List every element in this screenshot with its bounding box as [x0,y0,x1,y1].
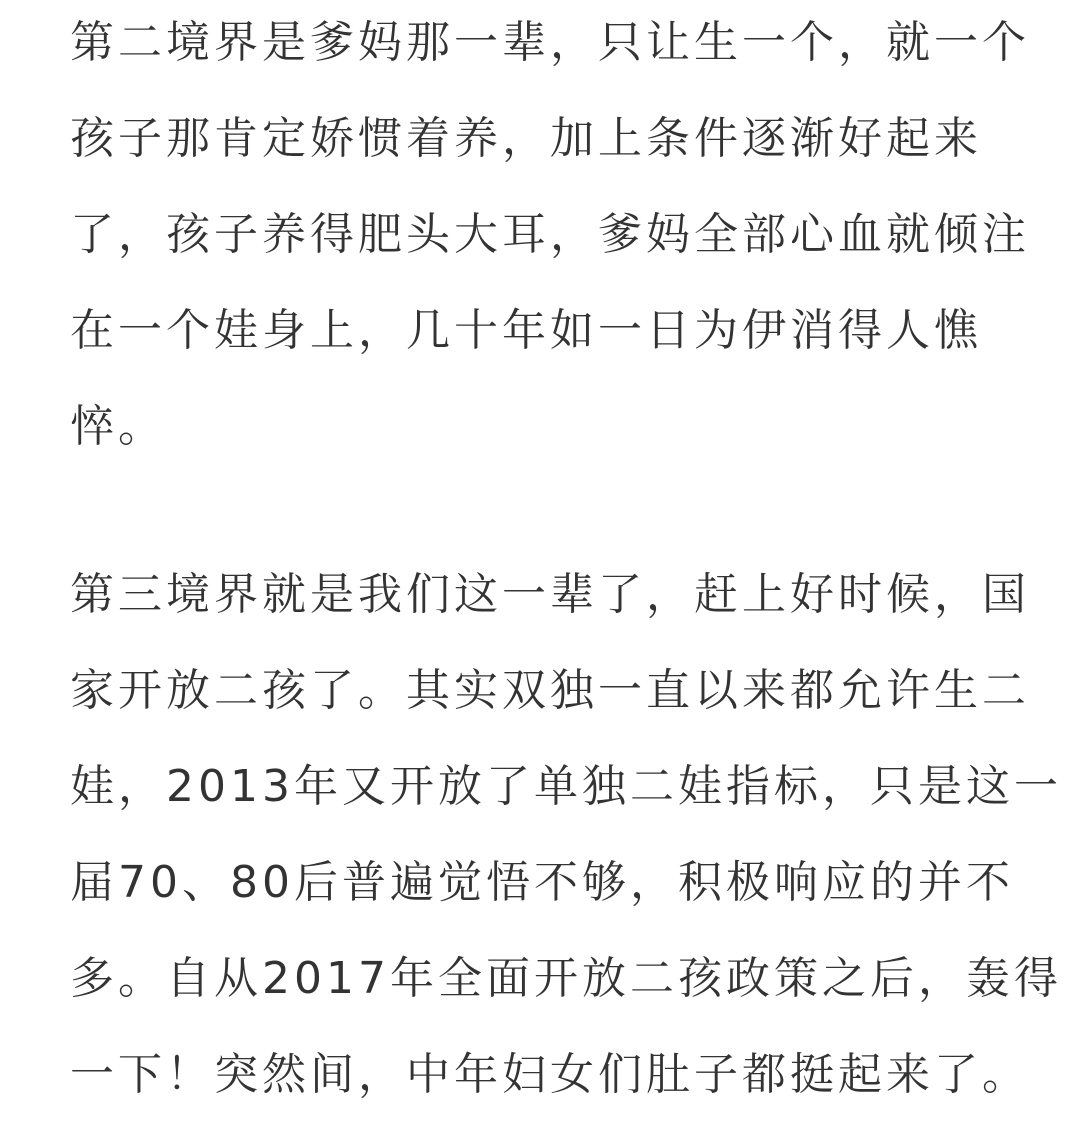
text-line: 第二境界是爹妈那一辈，只让生一个，就一个 [70,17,1030,68]
text-line: 悴。 [70,401,166,452]
text-line: 第三境界就是我们这一辈了，赶上好时候，国 [70,569,1030,620]
text-line: 孩子那肯定娇惯着养，加上条件逐渐好起来 [70,113,982,164]
text-line: 在一个娃身上，几十年如一日为伊消得人憔 [70,305,982,356]
text-line: 多。自从2017年全面开放二孩政策之后，轰得 [70,953,1062,1004]
paragraph-1 [70,0,1030,475]
text-line: 届70、80后普遍觉悟不够，积极响应的并不 [70,857,1014,908]
text-line: 了，孩子养得肥头大耳，爹妈全部心血就倾注 [70,209,1030,260]
paragraph-2 [70,547,1062,1123]
text-line: 家开放二孩了。其实双独一直以来都允许生二 [70,665,1030,716]
text-line: 一下！突然间，中年妇女们肚子都挺起来了。 [70,1049,1030,1100]
text-line: 娃，2013年又开放了单独二娃指标，只是这一 [70,761,1062,812]
